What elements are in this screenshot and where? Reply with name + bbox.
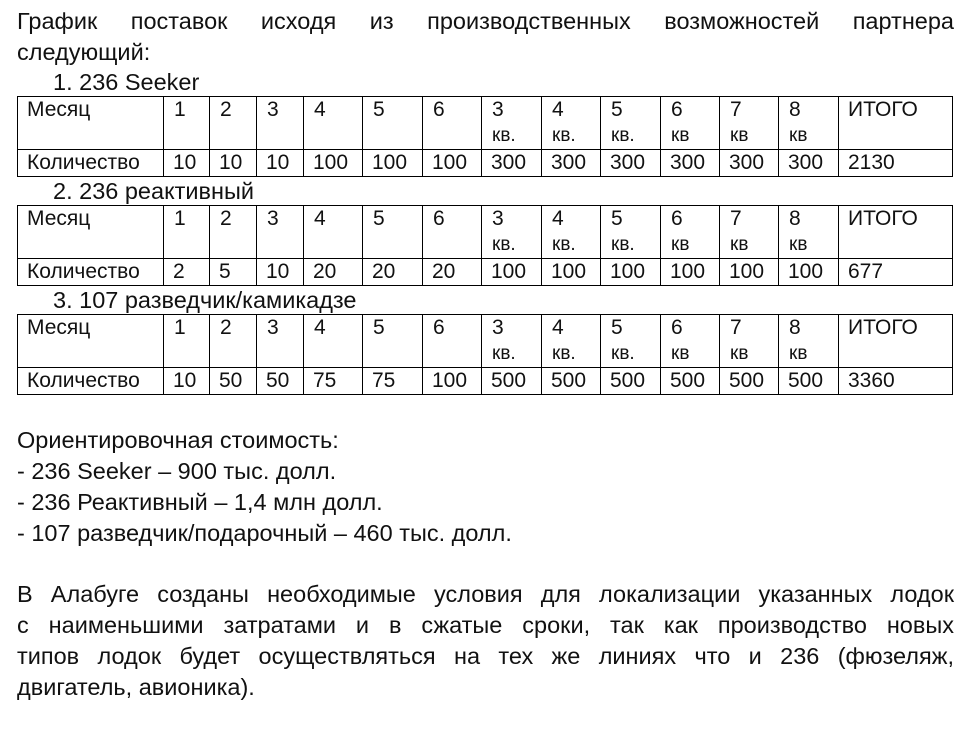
quantity-cell: 100 xyxy=(423,368,482,395)
month-cell xyxy=(363,315,423,368)
schedule-table xyxy=(17,314,953,395)
month-number: 7 xyxy=(730,316,742,339)
quarter-suffix: кв. xyxy=(611,125,635,146)
cost-item-scout: - 107 разведчик/подарочный – 460 тыс. долл. xyxy=(17,520,512,546)
month-row-label: Месяц xyxy=(18,206,164,259)
quantity-cell: 100 xyxy=(423,150,482,177)
month-number: 6 xyxy=(671,98,683,121)
quarter-suffix: кв. xyxy=(492,343,516,364)
quantity-cell: 500 xyxy=(542,368,601,395)
month-number: 8 xyxy=(789,207,801,230)
month-number: 4 xyxy=(314,98,326,121)
month-cell xyxy=(257,97,304,150)
month-cell xyxy=(363,97,423,150)
quantity-cell: 10 xyxy=(164,150,210,177)
month-number: 5 xyxy=(373,207,385,230)
quarter-suffix: кв. xyxy=(492,234,516,255)
cost-item-reactive: - 236 Реактивный – 1,4 млн долл. xyxy=(17,489,383,515)
quarter-suffix: кв. xyxy=(611,343,635,364)
month-number: 8 xyxy=(789,316,801,339)
month-cell xyxy=(304,97,363,150)
quantity-cell: 5 xyxy=(210,259,257,286)
month-cell xyxy=(661,97,720,150)
month-cell xyxy=(210,315,257,368)
month-row xyxy=(18,206,953,259)
quarter-suffix: кв xyxy=(730,125,749,146)
month-number: 5 xyxy=(611,316,623,339)
month-cell xyxy=(482,315,542,368)
month-number: 3 xyxy=(267,316,279,339)
schedule-block-2 xyxy=(17,177,954,286)
closing-line-4: двигатель, авионика). xyxy=(17,674,255,700)
month-number: 4 xyxy=(552,207,564,230)
quantity-row xyxy=(18,259,953,286)
quantity-cell: 300 xyxy=(601,150,661,177)
month-cell xyxy=(720,97,779,150)
quantity-cell: 100 xyxy=(304,150,363,177)
total-value-cell: 3360 xyxy=(839,368,953,395)
quantity-cell: 10 xyxy=(257,259,304,286)
month-cell xyxy=(601,315,661,368)
month-cell xyxy=(661,206,720,259)
quantity-cell: 300 xyxy=(661,150,720,177)
quantity-cell: 10 xyxy=(210,150,257,177)
schedule-heading: 1. 236 Seeker xyxy=(53,69,200,95)
quarter-suffix: кв xyxy=(671,343,690,364)
month-number: 6 xyxy=(433,207,445,230)
month-row-label: Месяц xyxy=(18,97,164,150)
schedule-heading: 2. 236 реактивный xyxy=(53,178,254,204)
quantity-cell: 75 xyxy=(304,368,363,395)
quantity-cell: 300 xyxy=(720,150,779,177)
month-cell xyxy=(423,315,482,368)
month-row xyxy=(18,97,953,150)
quantity-cell: 20 xyxy=(363,259,423,286)
month-cell xyxy=(542,315,601,368)
document xyxy=(17,6,954,703)
quantity-cell: 500 xyxy=(720,368,779,395)
quantity-cell: 100 xyxy=(661,259,720,286)
cost-item-seeker: - 236 Seeker – 900 тыс. долл. xyxy=(17,458,337,484)
month-cell xyxy=(542,206,601,259)
schedule-block-1 xyxy=(17,68,954,177)
month-number: 4 xyxy=(314,207,326,230)
quarter-suffix: кв. xyxy=(552,125,576,146)
quarter-suffix: кв xyxy=(789,234,808,255)
quantity-cell: 50 xyxy=(210,368,257,395)
quantity-cell: 75 xyxy=(363,368,423,395)
month-number: 6 xyxy=(433,316,445,339)
month-cell xyxy=(257,206,304,259)
month-cell xyxy=(779,315,839,368)
month-cell xyxy=(164,206,210,259)
quarter-suffix: кв xyxy=(671,125,690,146)
quarter-suffix: кв. xyxy=(492,125,516,146)
month-number: 2 xyxy=(220,316,232,339)
quantity-cell: 20 xyxy=(423,259,482,286)
month-cell xyxy=(601,206,661,259)
month-number: 7 xyxy=(730,207,742,230)
month-cell xyxy=(482,206,542,259)
month-number: 1 xyxy=(174,207,186,230)
month-cell xyxy=(210,206,257,259)
quantity-cell: 300 xyxy=(482,150,542,177)
quantity-row xyxy=(18,368,953,395)
month-cell xyxy=(210,97,257,150)
month-number: 4 xyxy=(552,316,564,339)
month-cell xyxy=(779,97,839,150)
cost-section xyxy=(17,425,954,549)
quantity-cell: 2 xyxy=(164,259,210,286)
quantity-cell: 500 xyxy=(482,368,542,395)
quantity-row-label: Количество xyxy=(18,150,164,177)
month-number: 6 xyxy=(433,98,445,121)
quantity-cell: 50 xyxy=(257,368,304,395)
quantity-cell: 500 xyxy=(661,368,720,395)
quantity-cell: 100 xyxy=(482,259,542,286)
month-number: 4 xyxy=(552,98,564,121)
total-header-cell: ИТОГО xyxy=(839,315,953,368)
schedule-table xyxy=(17,96,953,177)
month-number: 5 xyxy=(611,98,623,121)
intro-line-2: следующий: xyxy=(17,39,151,65)
quantity-cell: 500 xyxy=(601,368,661,395)
intro-line-1: График поставок исходя из производственных возможностей партнера xyxy=(17,8,954,34)
cost-heading: Ориентировочная стоимость: xyxy=(17,427,339,453)
month-number: 3 xyxy=(267,98,279,121)
quantity-cell: 10 xyxy=(164,368,210,395)
month-cell xyxy=(661,315,720,368)
month-number: 6 xyxy=(671,316,683,339)
total-header-cell: ИТОГО xyxy=(839,97,953,150)
month-cell xyxy=(720,206,779,259)
total-value-cell: 677 xyxy=(839,259,953,286)
schedule-table xyxy=(17,205,953,286)
quarter-suffix: кв xyxy=(789,125,808,146)
month-number: 3 xyxy=(492,316,504,339)
month-cell xyxy=(601,97,661,150)
quantity-cell: 100 xyxy=(542,259,601,286)
quantity-row-label: Количество xyxy=(18,368,164,395)
closing-line-1: В Алабуге созданы необходимые условия для локализации указанных лодок xyxy=(17,581,954,607)
month-cell xyxy=(542,97,601,150)
total-value-cell: 2130 xyxy=(839,150,953,177)
month-row xyxy=(18,315,953,368)
month-number: 2 xyxy=(220,207,232,230)
quantity-cell: 300 xyxy=(542,150,601,177)
quantity-row xyxy=(18,150,953,177)
month-cell xyxy=(363,206,423,259)
month-number: 1 xyxy=(174,98,186,121)
quantity-row-label: Количество xyxy=(18,259,164,286)
month-number: 5 xyxy=(373,98,385,121)
total-header-cell: ИТОГО xyxy=(839,206,953,259)
quantity-cell: 500 xyxy=(779,368,839,395)
quantity-cell: 100 xyxy=(363,150,423,177)
month-number: 5 xyxy=(611,207,623,230)
month-number: 8 xyxy=(789,98,801,121)
closing-line-3: типов лодок будет осуществляться на тех же линиях что и 236 (фюзеляж, xyxy=(17,643,954,669)
quarter-suffix: кв. xyxy=(552,234,576,255)
month-cell xyxy=(482,97,542,150)
month-cell xyxy=(304,315,363,368)
month-cell xyxy=(779,206,839,259)
month-cell xyxy=(720,315,779,368)
quarter-suffix: кв xyxy=(730,343,749,364)
schedule-block-3 xyxy=(17,286,954,395)
month-number: 7 xyxy=(730,98,742,121)
quantity-cell: 100 xyxy=(720,259,779,286)
month-row-label: Месяц xyxy=(18,315,164,368)
quantity-cell: 300 xyxy=(779,150,839,177)
month-cell xyxy=(423,97,482,150)
month-cell xyxy=(304,206,363,259)
schedule-tables xyxy=(17,68,954,395)
month-number: 4 xyxy=(314,316,326,339)
closing-line-2: с наименьшими затратами и в сжатые сроки, так как производство новых xyxy=(17,612,954,638)
month-cell xyxy=(257,315,304,368)
quantity-cell: 20 xyxy=(304,259,363,286)
month-number: 2 xyxy=(220,98,232,121)
quarter-suffix: кв. xyxy=(611,234,635,255)
quarter-suffix: кв xyxy=(730,234,749,255)
quarter-suffix: кв xyxy=(789,343,808,364)
month-cell xyxy=(164,97,210,150)
month-cell xyxy=(164,315,210,368)
intro-paragraph xyxy=(17,6,954,68)
closing-paragraph xyxy=(17,579,954,703)
month-number: 3 xyxy=(492,98,504,121)
month-number: 3 xyxy=(267,207,279,230)
month-number: 5 xyxy=(373,316,385,339)
quantity-cell: 100 xyxy=(601,259,661,286)
schedule-heading: 3. 107 разведчик/камикадзе xyxy=(53,287,357,313)
quantity-cell: 10 xyxy=(257,150,304,177)
quantity-cell: 100 xyxy=(779,259,839,286)
month-number: 6 xyxy=(671,207,683,230)
month-number: 1 xyxy=(174,316,186,339)
month-cell xyxy=(423,206,482,259)
quarter-suffix: кв. xyxy=(552,343,576,364)
month-number: 3 xyxy=(492,207,504,230)
quarter-suffix: кв xyxy=(671,234,690,255)
